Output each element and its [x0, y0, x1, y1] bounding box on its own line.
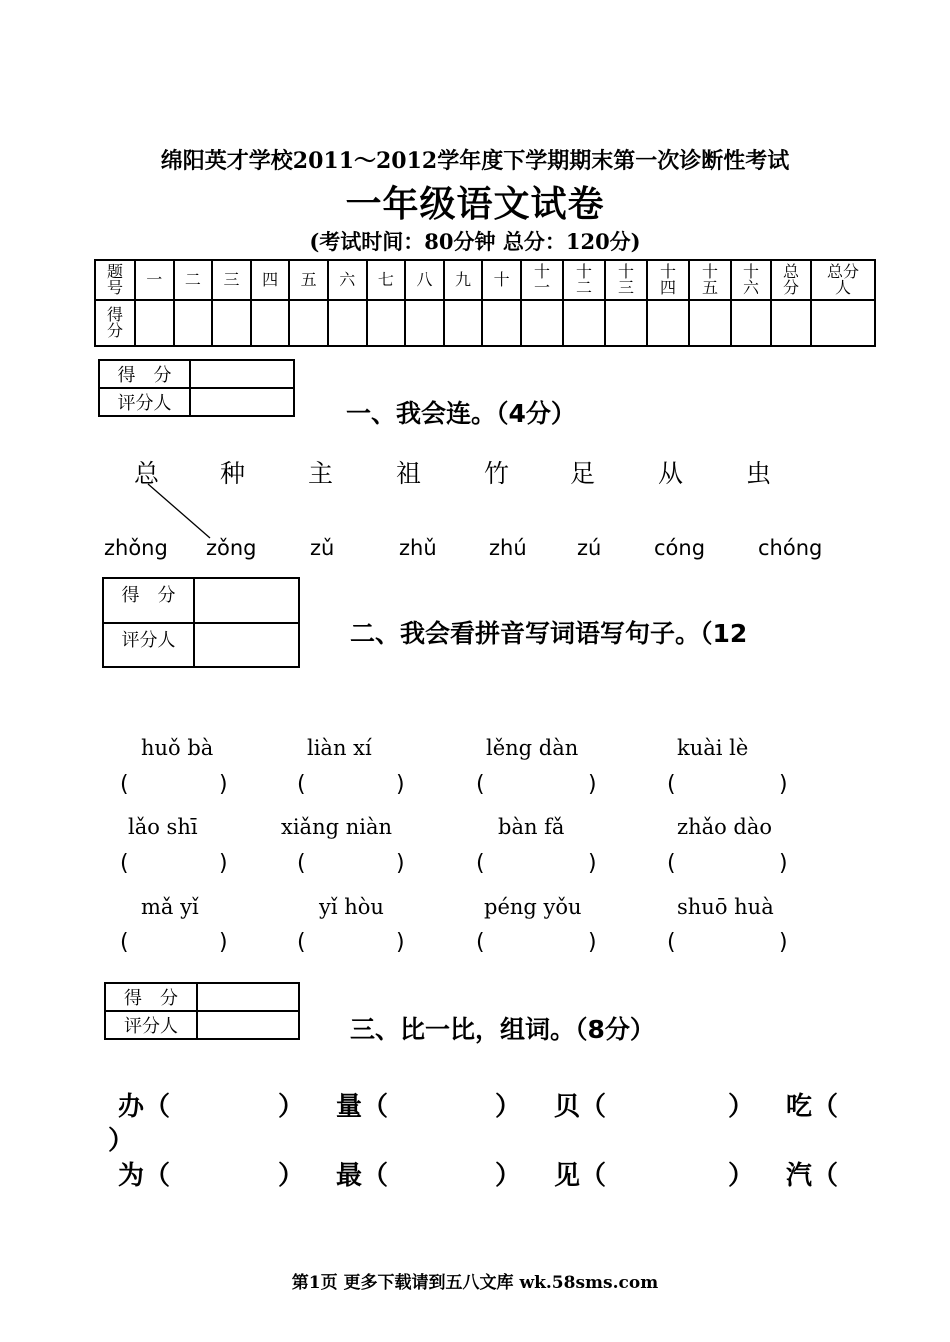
col-header: 十五 — [689, 260, 731, 300]
section3-title: 三、比一比，组词。（8分） — [350, 1015, 655, 1044]
section2-title: 二、我会看拼音写词语写句子。（12 — [350, 619, 748, 648]
open-paren: ( — [297, 851, 306, 876]
open-paren: ( — [120, 930, 129, 955]
section1-title: 一、我会连。（4分） — [346, 399, 576, 428]
compare-char: 汽（ — [786, 1161, 839, 1191]
score-cell[interactable] — [563, 300, 605, 346]
pinyin-prompt: liàn xí — [307, 736, 372, 760]
grader-entry[interactable] — [190, 388, 294, 416]
open-paren: ( — [476, 851, 485, 876]
example-connecting-line — [140, 480, 230, 540]
grader-box-3 — [104, 982, 300, 1040]
open-paren: ( — [667, 930, 676, 955]
exam-info: (考试时间：80分钟 总分：120分) — [309, 229, 641, 254]
pinyin-prompt: lǎo shī — [128, 815, 198, 839]
page-footer: 第1页 更多下载请到五八文库 wk.58sms.com — [291, 1273, 659, 1293]
compare-char: 见（ — [554, 1161, 607, 1191]
close-paren: ） — [728, 1092, 755, 1122]
open-paren: ( — [667, 851, 676, 876]
open-paren: ( — [297, 930, 306, 955]
col-header: 总分人 — [811, 260, 875, 300]
pinyin-prompt: yǐ hòu — [319, 895, 384, 919]
open-paren: ( — [120, 772, 129, 797]
score-cell[interactable] — [444, 300, 483, 346]
pinyin-prompt: shuō huà — [677, 895, 774, 919]
score-label: 得 分 — [99, 360, 190, 388]
pinyin-prompt: bàn fǎ — [498, 815, 565, 839]
score-entry[interactable] — [197, 983, 299, 1011]
score-cell[interactable] — [605, 300, 647, 346]
paper-title: 一年级语文试卷 — [345, 183, 605, 225]
close-paren: ) — [588, 851, 597, 876]
col-header: 十六 — [731, 260, 771, 300]
match-pinyin[interactable]: zhǔ — [399, 536, 437, 560]
compare-char: 最（ — [336, 1161, 389, 1191]
col-header: 六 — [328, 260, 367, 300]
compare-char: 为（ — [118, 1161, 171, 1191]
col-header: 二 — [174, 260, 213, 300]
score-cell[interactable] — [482, 300, 521, 346]
match-char[interactable]: 竹 — [484, 459, 510, 488]
score-label: 得 分 — [103, 578, 194, 623]
grader-label: 评分人 — [105, 1011, 197, 1039]
pinyin-prompt: huǒ bà — [141, 736, 214, 760]
close-paren: ) — [396, 930, 405, 955]
col-header: 九 — [444, 260, 483, 300]
match-char[interactable]: 足 — [570, 459, 596, 488]
score-cell[interactable] — [811, 300, 875, 346]
col-header: 四 — [251, 260, 290, 300]
match-char[interactable]: 种 — [220, 459, 246, 488]
score-cell[interactable] — [367, 300, 406, 346]
close-paren: ) — [219, 851, 228, 876]
close-paren: ） — [278, 1092, 305, 1122]
match-char[interactable]: 虫 — [746, 459, 772, 488]
compare-char: 量（ — [336, 1092, 389, 1122]
col-header: 十二 — [563, 260, 605, 300]
pinyin-prompt: kuài lè — [677, 736, 749, 760]
close-paren: ) — [396, 851, 405, 876]
close-paren: ) — [219, 772, 228, 797]
score-cell[interactable] — [251, 300, 290, 346]
grader-box-1 — [98, 359, 295, 417]
score-cell[interactable] — [521, 300, 563, 346]
col-header: 八 — [405, 260, 444, 300]
close-paren: ) — [219, 930, 228, 955]
open-paren: ( — [476, 930, 485, 955]
school-exam-title: 绵阳英才学校2011～2012学年度下学期期末第一次诊断性考试 — [160, 148, 790, 174]
score-cell[interactable] — [689, 300, 731, 346]
col-header: 七 — [367, 260, 406, 300]
open-paren: ( — [667, 772, 676, 797]
grader-entry[interactable] — [197, 1011, 299, 1039]
score-cell[interactable] — [405, 300, 444, 346]
close-paren: ) — [588, 772, 597, 797]
score-entry[interactable] — [194, 578, 299, 623]
score-entry[interactable] — [190, 360, 294, 388]
match-pinyin[interactable]: zú — [577, 536, 602, 560]
score-row-label: 得分 — [95, 300, 135, 346]
pinyin-prompt: lěng dàn — [486, 736, 579, 760]
close-paren: ) — [779, 772, 788, 797]
score-cell[interactable] — [328, 300, 367, 346]
match-char[interactable]: 祖 — [396, 459, 422, 488]
grader-entry[interactable] — [194, 623, 299, 667]
open-paren: ( — [476, 772, 485, 797]
grader-box-2 — [102, 577, 300, 668]
score-cell[interactable] — [647, 300, 689, 346]
pinyin-prompt: zhǎo dào — [677, 815, 773, 839]
score-cell[interactable] — [212, 300, 251, 346]
col-header: 十四 — [647, 260, 689, 300]
col-header: 十三 — [605, 260, 647, 300]
score-cell[interactable] — [174, 300, 213, 346]
col-header: 一 — [135, 260, 174, 300]
open-paren: ( — [120, 851, 129, 876]
grader-label: 评分人 — [103, 623, 194, 667]
close-paren: ） — [495, 1161, 522, 1191]
close-paren: ) — [779, 930, 788, 955]
match-pinyin[interactable]: zǔ — [310, 536, 335, 560]
score-cell[interactable] — [289, 300, 328, 346]
col-header: 总分 — [771, 260, 811, 300]
close-paren: ） — [728, 1161, 755, 1191]
match-pinyin[interactable]: cóng — [654, 536, 706, 560]
match-pinyin[interactable]: zhú — [489, 536, 527, 560]
close-paren: ） — [278, 1161, 305, 1191]
pinyin-prompt: mǎ yǐ — [141, 895, 199, 919]
compare-char: 办（ — [118, 1092, 171, 1122]
col-header: 三 — [212, 260, 251, 300]
score-label: 得 分 — [105, 983, 197, 1011]
compare-char: 吃（ — [786, 1092, 839, 1122]
col-header: 五 — [289, 260, 328, 300]
pinyin-prompt: xiǎng niàn — [281, 815, 393, 839]
close-paren: ) — [779, 851, 788, 876]
match-char[interactable]: 从 — [658, 459, 684, 488]
score-cell[interactable] — [135, 300, 174, 346]
match-char[interactable]: 总 — [134, 459, 160, 488]
match-pinyin[interactable]: zǒng — [206, 536, 257, 560]
close-paren: ) — [396, 772, 405, 797]
close-paren: ） — [495, 1092, 522, 1122]
match-pinyin[interactable]: zhǒng — [104, 536, 168, 560]
open-paren: ( — [297, 772, 306, 797]
score-table — [94, 259, 876, 347]
match-pinyin[interactable]: chóng — [758, 536, 823, 560]
compare-char: 贝（ — [554, 1092, 607, 1122]
score-cell[interactable] — [771, 300, 811, 346]
match-char[interactable]: 主 — [308, 459, 334, 488]
close-paren: ） — [108, 1126, 135, 1156]
score-cell[interactable] — [731, 300, 771, 346]
close-paren: ) — [588, 930, 597, 955]
col-header: 十 — [482, 260, 521, 300]
question-number-label: 题号 — [95, 260, 135, 300]
col-header: 十一 — [521, 260, 563, 300]
grader-label: 评分人 — [99, 388, 190, 416]
pinyin-prompt: péng yǒu — [484, 895, 582, 919]
